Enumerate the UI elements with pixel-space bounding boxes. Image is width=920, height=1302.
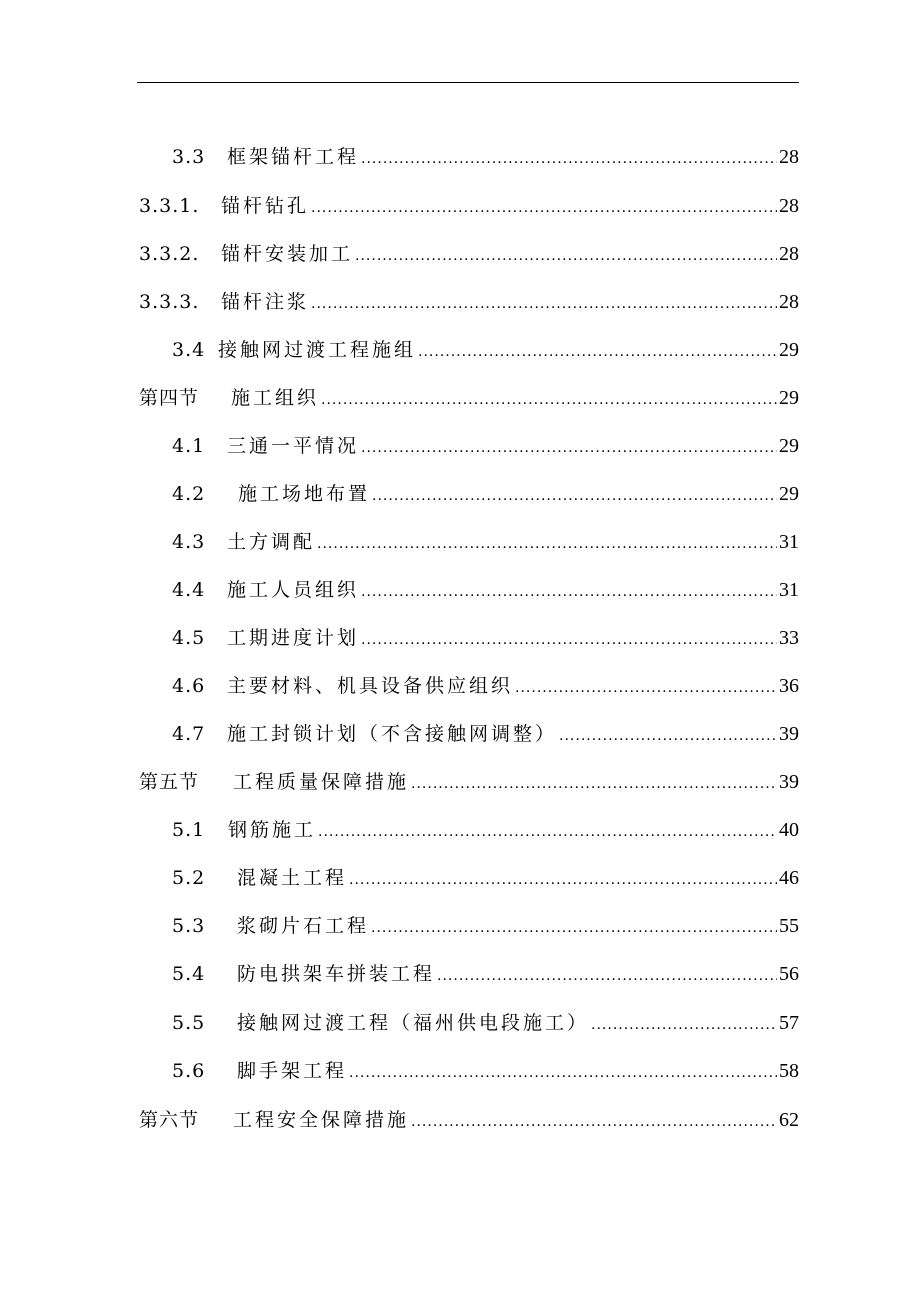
toc-leader-dots [361,625,777,655]
toc-entry-title: 施工场地布置 [238,483,371,505]
toc-entry[interactable] [172,959,799,989]
toc-leader-dots [559,721,777,751]
toc-entry-page: 29 [779,483,799,505]
toc-entry-title: 接触网过渡工程施组 [218,339,417,361]
toc-entry-title: 工程安全保障措施 [233,1109,410,1131]
toc-entry[interactable] [172,575,799,605]
toc-leader-dots [361,433,777,463]
toc-entry-number: 3.3.1. [139,195,200,217]
toc-leader-dots [515,673,777,703]
toc-entry-number: 4.3 [172,531,206,553]
toc-entry[interactable] [172,1056,799,1086]
toc-entry-number: 5.4 [172,963,206,985]
toc-entry-page: 28 [779,291,799,313]
toc-leader-dots [311,289,777,319]
toc-entry-number: 3.3 [172,146,206,168]
toc-entry-title: 锚杆注浆 [221,291,310,313]
toc-leader-dots [317,529,777,559]
toc-entry-title: 锚杆钻孔 [221,195,310,217]
toc-entry-title: 接触网过渡工程（福州供电段施工） [237,1012,590,1034]
toc-entry-page: 33 [779,627,799,649]
toc-entry-number: 4.6 [172,675,206,697]
toc-entry-title: 土方调配 [227,531,316,553]
toc-leader-dots [372,481,777,511]
toc-entry-page: 58 [779,1060,799,1082]
toc-entry-page: 29 [779,339,799,361]
toc-leader-dots [321,385,777,415]
toc-entry[interactable] [172,719,799,749]
toc-leader-dots [311,193,777,223]
toc-entry-page: 31 [779,579,799,601]
toc-leader-dots [411,769,777,799]
toc-entry[interactable] [139,1105,799,1135]
toc-entry-title: 混凝土工程 [237,867,348,889]
toc-entry-number: 5.3 [172,915,206,937]
toc-leader-dots [355,241,777,271]
toc-entry[interactable] [172,911,799,941]
toc-entry-title: 框架锚杆工程 [227,146,360,168]
toc-entry[interactable] [172,335,799,365]
toc-entry[interactable] [139,239,799,269]
toc-entry-number: 3.3.2. [139,243,200,265]
toc-entry[interactable] [172,479,799,509]
toc-entry-page: 31 [779,531,799,553]
toc-leader-dots [418,337,777,367]
toc-entry-number: 3.3.3. [139,291,200,313]
toc-entry-number: 3.4 [172,339,206,361]
toc-leader-dots [318,817,777,847]
toc-entry-page: 46 [779,867,799,889]
toc-entry-title: 三通一平情况 [227,435,360,457]
toc-leader-dots [591,1010,777,1040]
toc-entry-title: 防电拱架车拼装工程 [237,963,436,985]
toc-entry-number: 第四节 [139,387,200,409]
toc-entry[interactable] [139,767,799,797]
toc-entry-page: 28 [779,146,799,168]
toc-entry-page: 57 [779,1012,799,1034]
toc-entry-title: 主要材料、机具设备供应组织 [227,675,514,697]
toc-entry-page: 55 [779,915,799,937]
toc-entry-number: 4.7 [172,723,206,745]
toc-entry-title: 施工组织 [231,387,320,409]
toc-leader-dots [349,1058,777,1088]
toc-entry-number: 5.6 [172,1060,206,1082]
toc-entry-number: 5.5 [172,1012,206,1034]
toc-leader-dots [371,913,777,943]
toc-entry[interactable] [172,1008,799,1038]
toc-entry-page: 29 [779,435,799,457]
toc-entry-title: 工期进度计划 [227,627,360,649]
toc-entry-page: 36 [779,675,799,697]
toc-entry-number: 第五节 [139,771,200,793]
toc-entry-number: 4.5 [172,627,206,649]
toc-entry[interactable] [139,191,799,221]
toc-entry-page: 56 [779,963,799,985]
toc-leader-dots [349,865,777,895]
toc-entry-page: 39 [779,771,799,793]
toc-entry-page: 28 [779,195,799,217]
toc-entry-title: 施工人员组织 [227,579,360,601]
toc-entry-page: 29 [779,387,799,409]
toc-entry[interactable] [139,287,799,317]
toc-entry[interactable] [172,863,799,893]
toc-entry-title: 钢筋施工 [228,819,317,841]
toc-entry-title: 锚杆安装加工 [221,243,354,265]
toc-entry-page: 39 [779,723,799,745]
toc-entry-title: 浆砌片石工程 [237,915,370,937]
toc-leader-dots [361,577,777,607]
toc-entry-title: 脚手架工程 [237,1060,348,1082]
toc-entry-page: 62 [779,1109,799,1131]
toc-entry[interactable] [172,671,799,701]
toc-leader-dots [411,1107,777,1137]
toc-entry-title: 施工封锁计划（不含接触网调整） [227,723,558,745]
toc-entry-page: 40 [779,819,799,841]
toc-leader-dots [437,961,777,991]
toc-entry-number: 4.1 [172,435,206,457]
toc-entry-number: 5.2 [172,867,206,889]
toc-entry-number: 4.2 [172,483,206,505]
toc-leader-dots [361,144,777,174]
toc-entry[interactable] [172,431,799,461]
toc-entry[interactable] [139,383,799,413]
toc-entry-page: 28 [779,243,799,265]
toc-entry-number: 4.4 [172,579,206,601]
toc-entry[interactable] [172,623,799,653]
header-rule [137,82,799,83]
toc-entry[interactable] [172,815,799,845]
toc-entry-title: 工程质量保障措施 [233,771,410,793]
toc-entry[interactable] [172,527,799,557]
toc-entry[interactable] [172,142,799,172]
toc-entry-number: 5.1 [172,819,206,841]
toc-entry-number: 第六节 [139,1109,200,1131]
